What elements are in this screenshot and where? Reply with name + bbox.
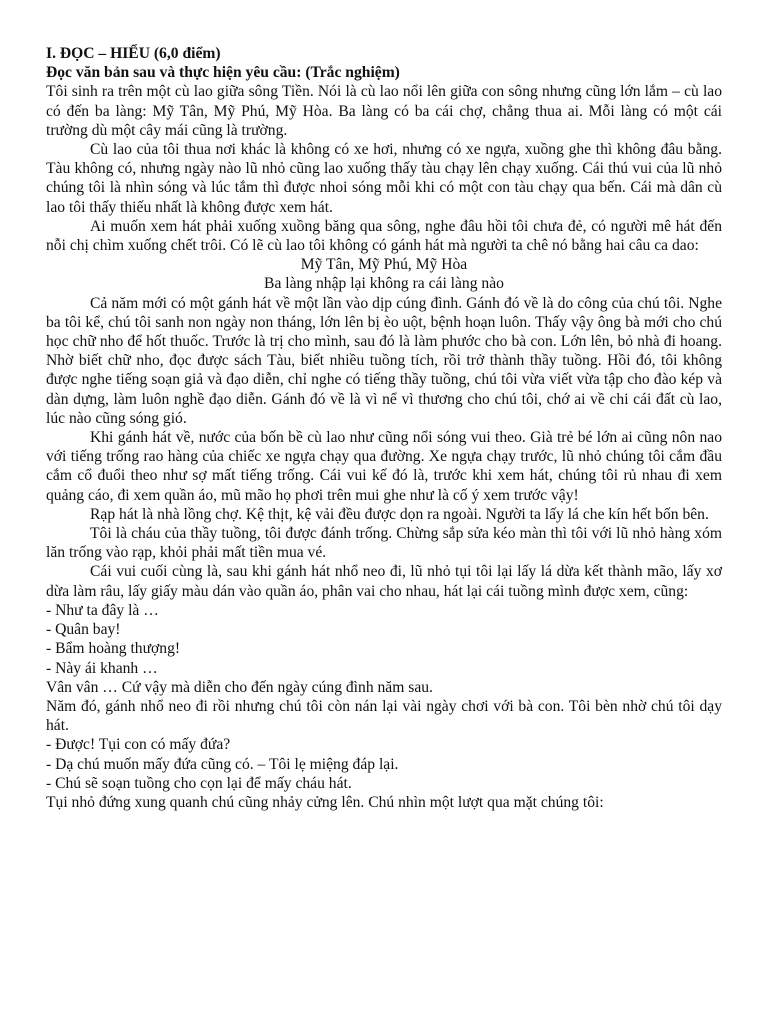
verse-line-2: Ba làng nhập lại không ra cái làng nào xyxy=(264,275,504,293)
instruction-heading: Đọc văn bản sau và thực hiện yêu cầu: (Trắc nghiệm) xyxy=(46,64,400,82)
paragraph-8: Cái vui cuối cùng là, sau khi gánh hát nhổ neo đi, lũ nhỏ tụi tôi lại lấy lá dừa kết thành mão, lấy xơ dừa làm râu, lấy giấy màu dán vào quần áo, phân vai cho nhau, hát lại cái tuồng mình được xem, cũng: xyxy=(46,563,722,600)
dialogue-line-4: - Này ái khanh … xyxy=(46,659,158,677)
paragraph-1: Tôi sinh ra trên một cù lao giữa sông Tiền. Nói là cù lao nổi lên giữa con sông nhưng cũng lớn lắm – cù lao có đến ba làng: Mỹ Tân, Mỹ Phú, Mỹ Hòa. Ba làng có ba cái chợ, chẳng thua ai. Mỗi làng có một cái trường dù một cây mái cũng là trường. xyxy=(46,83,722,139)
dialogue-line-3: - Bẩm hoàng thượng! xyxy=(46,640,181,658)
document-page xyxy=(46,44,722,812)
paragraph-11: Tụi nhỏ đứng xung quanh chú cũng nhảy cửng lên. Chú nhìn một lượt qua mặt chúng tôi: xyxy=(46,793,604,811)
paragraph-4: Cả năm mới có một gánh hát về một lần vào dịp cúng đình. Gánh đó về là do công của chú tôi. Nghe ba tôi kể, chú tôi sanh non ngày non tháng, lớn lên bị èo uột, bệnh hoạn luôn. Thấy vậy ông bà mới cho chú học chữ nho để hốt thuốc. Trước là trị cho mình, sau đó là làm phước cho bà con. Lớn lên, bỏ nhà đi hoang. Nhờ biết chữ nho, đọc được sách Tàu, biết nhiều tuồng tích, rồi trở thành thầy tuồng. Hồi đó, tôi không được nghe tiếng soạn giả và đạo diễn, chỉ nghe có tiếng thầy tuồng, chú tôi vừa viết vừa tập cho đào kép và dàn dựng, làm luôn nghề đạo diễn. Gánh đó về là vì nể vì thương cho chú tôi, chớ ai về chi cái đất cù lao, lúc nào cũng sóng gió. xyxy=(46,294,722,427)
verse-line-1: Mỹ Tân, Mỹ Phú, Mỹ Hòa xyxy=(300,256,468,274)
section-heading: I. ĐỌC – HIỂU (6,0 điểm) xyxy=(46,45,221,62)
paragraph-5: Khi gánh hát về, nước của bốn bề cù lao như cũng nổi sóng vui theo. Già trẻ bé lớn ai cũng nôn nao với tiếng trống rao hàng của chiếc xe ngựa chạy qua đường. Xe ngựa chạy trước, lũ nhỏ chúng tôi cắm đầu cắm cổ đuổi theo như sợ mất tiếng trống. Cái vui kế đó là, trước khi xem hát, chúng tôi rủ nhau đi xem quảng cáo, đi xem quần áo, mũ mão họ phơi trên mui ghe như là cố ý xem trước vậy! xyxy=(46,429,722,504)
dialogue-line-6: - Dạ chú muốn mấy đứa cũng có. – Tôi lẹ miệng đáp lại. xyxy=(46,755,399,773)
paragraph-2: Cù lao của tôi thua nơi khác là không có xe hơi, nhưng có xe ngựa, xuồng ghe thì không đâu bằng. Tàu không có, nhưng ngày nào lũ nhỏ cũng lao xuống thấy tàu chạy lên chạy xuống. Cái thú vui của lũ nhỏ chúng tôi là nhìn sóng và lúc tắm thì được nhoi sóng mỗi khi có một con tàu chạy qua bến. Cái mà dân cù lao tôi thấy thiếu nhất là không được xem hát. xyxy=(46,141,722,216)
dialogue-line-1: - Như ta đây là … xyxy=(46,601,159,619)
paragraph-10: Năm đó, gánh nhổ neo đi rồi nhưng chú tôi còn nán lại vài ngày chơi với bà con. Tôi bèn nhờ chú tôi dạy hát. xyxy=(46,697,722,735)
paragraph-7: Tôi là cháu của thầy tuồng, tôi được đánh trống. Chừng sắp sửa kéo màn thì tôi với lũ nhỏ hàng xóm lăn trống vào rạp, khỏi phải mất tiền mua vé. xyxy=(46,525,722,562)
paragraph-9: Vân vân … Cứ vậy mà diễn cho đến ngày cúng đình năm sau. xyxy=(46,678,433,696)
paragraph-6: Rạp hát là nhà lồng chợ. Kệ thịt, kệ vải đều được dọn ra ngoài. Người ta lấy lá che kín hết bốn bên. xyxy=(90,505,709,523)
dialogue-line-7: - Chú sẽ soạn tuồng cho cọn lại để mấy cháu hát. xyxy=(46,774,352,792)
dialogue-line-5: - Được! Tụi con có mấy đứa? xyxy=(46,736,231,754)
paragraph-3: Ai muốn xem hát phải xuống xuồng băng qua sông, nghe đâu hồi tôi chưa đẻ, có người mê hát đến nỗi chị chìm xuống chết trôi. Có lẽ cù lao tôi không có gánh hát mà người ta chê nó bằng hai câu ca dao: xyxy=(46,217,722,255)
dialogue-line-2: - Quân bay! xyxy=(46,621,121,639)
